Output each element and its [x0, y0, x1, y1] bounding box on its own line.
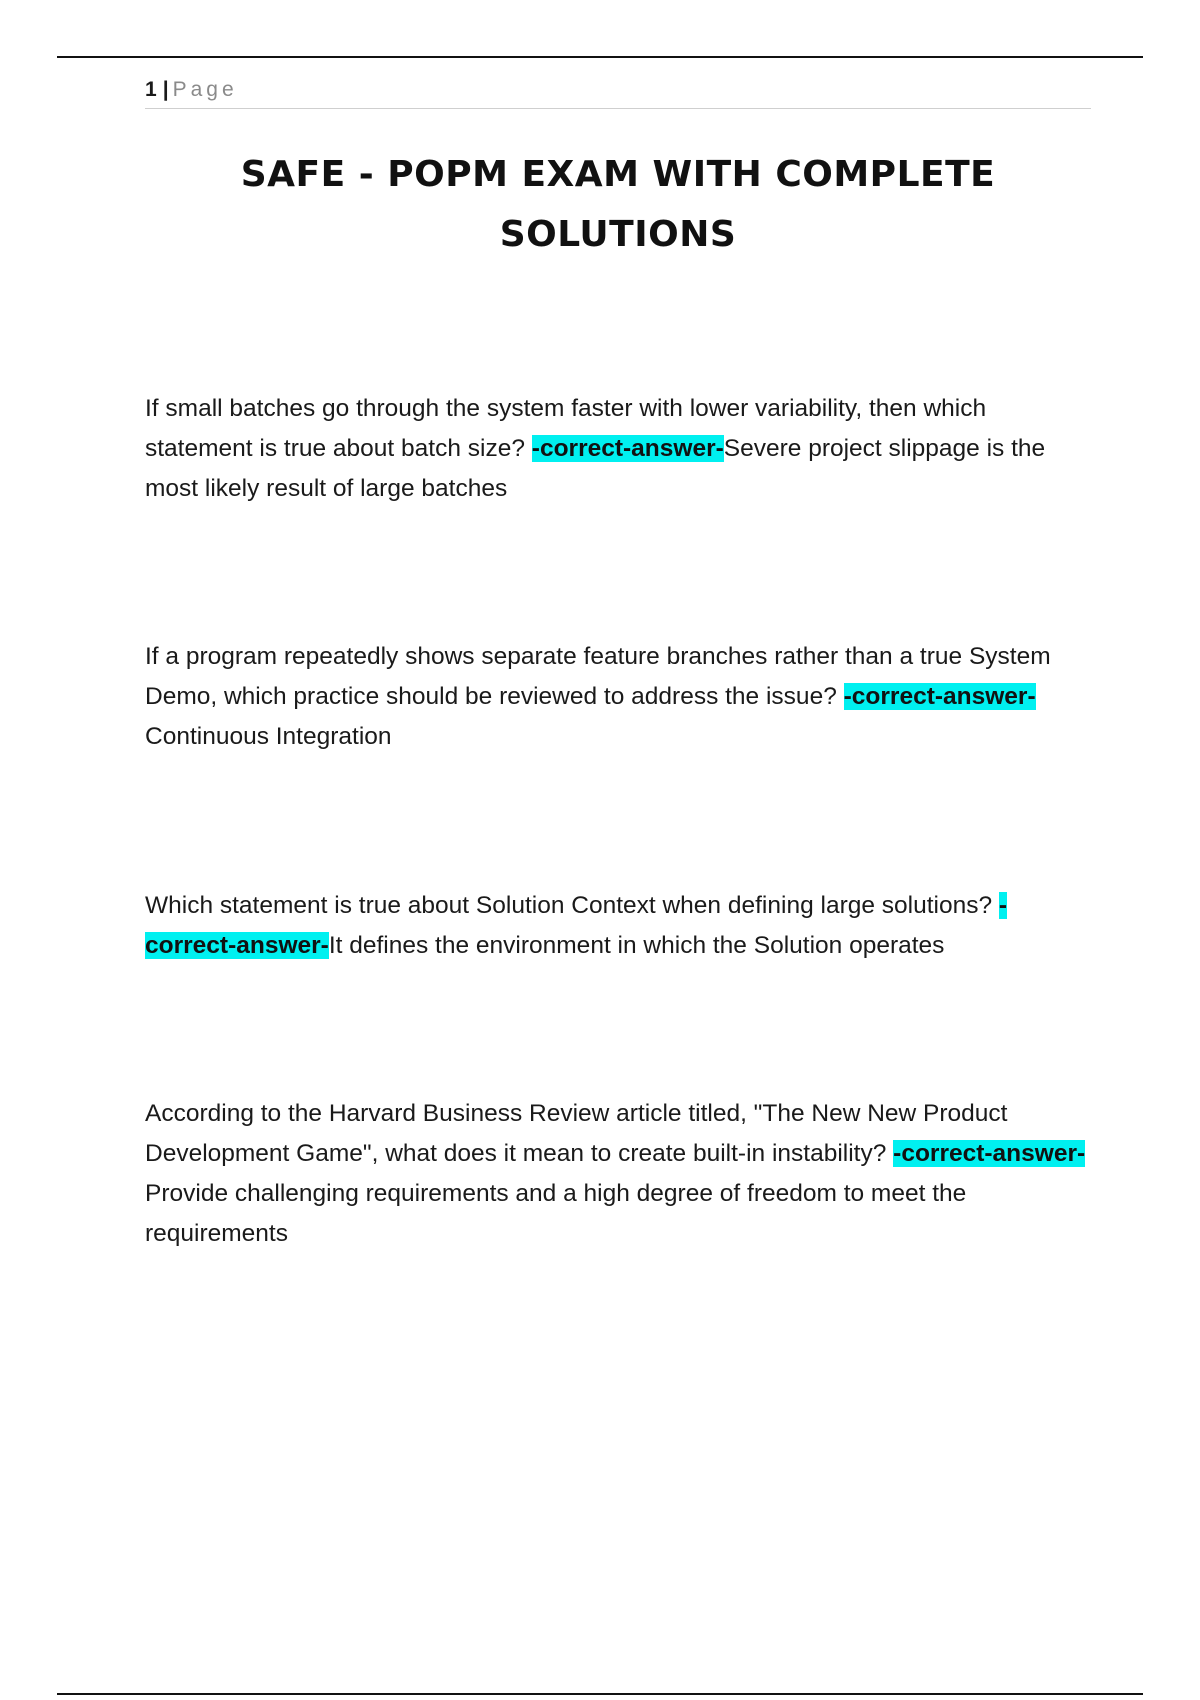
correct-answer-marker: -correct-answer-	[893, 1140, 1086, 1167]
correct-answer-marker: -correct-answer-	[145, 892, 1008, 959]
question-text: If a program repeatedly shows separate feature branches rather than a true System Demo, which practice should be reviewed to address the issue?	[145, 643, 1051, 710]
question-block-4	[145, 1094, 1091, 1254]
page-header	[145, 76, 1091, 109]
title-line-1: SAFE - POPM EXAM WITH COMPLETE	[240, 154, 996, 195]
question-block-1	[145, 389, 1091, 509]
correct-answer-marker: -correct-answer-	[843, 683, 1036, 710]
question-text: If small batches go through the system faster with lower variability, then which statement is true about batch size?	[145, 395, 987, 462]
top-rule	[57, 56, 1143, 58]
question-text: Which statement is true about Solution Context when defining large solutions?	[145, 892, 993, 919]
title-line-2: SOLUTIONS	[499, 214, 737, 255]
answer-text: Continuous Integration	[145, 723, 392, 750]
page-separator: |	[162, 78, 169, 101]
answer-text: Severe project slippage is the most likely result of large batches	[145, 435, 1046, 502]
question-block-3	[145, 886, 1091, 966]
question-block-2	[145, 637, 1091, 757]
page-label: Page	[172, 78, 238, 101]
question-text: According to the Harvard Business Review article titled, "The New New Product Development Game", what does it mean to create built-in instability?	[145, 1100, 1008, 1167]
document-title	[145, 145, 1091, 265]
correct-answer-marker: -correct-answer-	[531, 435, 724, 462]
answer-text: Provide challenging requirements and a high degree of freedom to meet the requirements	[145, 1180, 967, 1247]
answer-text: It defines the environment in which the Solution operates	[328, 932, 945, 959]
page-number: 1	[145, 78, 157, 101]
bottom-rule	[57, 1693, 1143, 1695]
